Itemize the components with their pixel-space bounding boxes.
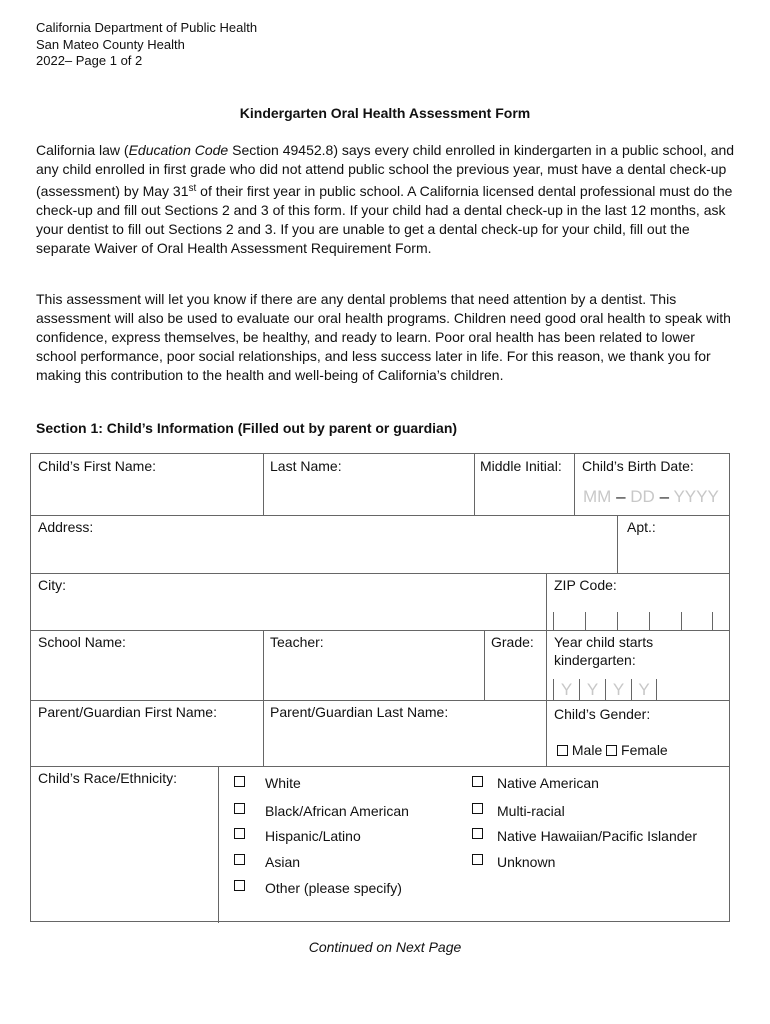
row-divider — [31, 515, 729, 516]
race-ethnicity-label: Child’s Race/Ethnicity: — [38, 770, 178, 786]
parent-first-name-label: Parent/Guardian First Name: — [38, 704, 217, 720]
col-divider — [617, 515, 618, 573]
col-divider — [263, 630, 264, 766]
asian-checkbox[interactable] — [234, 854, 245, 865]
intro-paragraph-purpose: This assessment will let you know if there are any dental problems that need attention by a dentist. This assessment will also be used to evaluate our oral health programs. Children need good oral health to speak with confidence, express themselves, be healthy, and ready to learn. Poor oral health has been related to lower school performance, poor social relationships, and less success later in life. For this reason, we thank you for making this contribution to the health and well-being of California’s children. — [36, 291, 731, 383]
col-divider — [574, 454, 575, 515]
unknown-option-label: Unknown — [497, 854, 556, 870]
parent-last-name-label: Parent/Guardian Last Name: — [270, 704, 449, 720]
row-divider — [31, 766, 729, 767]
asian-option-label: Asian — [265, 854, 301, 870]
year-digit-cell[interactable]: Y — [553, 679, 579, 700]
birth-date-label: Child’s Birth Date: — [582, 458, 694, 474]
child-info-form — [30, 453, 730, 922]
zip-digit-cell[interactable] — [585, 612, 617, 630]
year-digit-cell[interactable]: Y — [631, 679, 657, 700]
female-checkbox[interactable] — [606, 745, 617, 756]
date-separator: – — [616, 487, 626, 506]
intro-text-b: Section 49452.8) says every child enrolled in kindergarten in a public school, and any child enrolled in first grade who did not attend public school the previous year, must have a dental check-up (assessment) by May 31 — [36, 142, 735, 199]
birth-day-placeholder: DD — [630, 487, 655, 506]
year-starts-label-line1: Year child starts — [554, 634, 654, 650]
multi-racial-checkbox[interactable] — [472, 803, 483, 814]
kindergarten-year-cells[interactable] — [553, 679, 657, 700]
col-divider — [546, 630, 547, 766]
native-american-option-label: Native American — [497, 775, 599, 791]
zip-digit-cell[interactable] — [617, 612, 649, 630]
intro-text-c: of their first year in public school. A California licensed dental professional must do the check-up and fill out Sections 2 and 3 of this form. If your child had a dental check-up in the last 12 months, ask your dentist to fill out Sections 2 and 3. If you are unable to get a dental check-up for your child, fill out the separate Waiver of Oral Health Assessment Requirement Form. — [36, 183, 733, 256]
birth-date-field[interactable] — [583, 487, 719, 507]
native-hawaiian-pacific-islander-checkbox[interactable] — [472, 828, 483, 839]
white-checkbox[interactable] — [234, 776, 245, 787]
first-name-label: Child’s First Name: — [38, 458, 156, 474]
intro-paragraph-law — [36, 141, 736, 258]
unknown-checkbox[interactable] — [472, 854, 483, 865]
zip-code-cells[interactable] — [553, 612, 713, 630]
grade-label: Grade: — [491, 634, 534, 650]
date-separator: – — [659, 487, 670, 506]
other-checkbox[interactable] — [234, 880, 245, 891]
other-option-label: Other (please specify) — [265, 880, 402, 896]
col-divider — [546, 573, 547, 630]
col-divider — [218, 766, 219, 923]
header-county: San Mateo County Health — [36, 36, 185, 52]
intro-text-a: California law ( — [36, 142, 129, 158]
zip-digit-cell[interactable] — [681, 612, 713, 630]
continued-footer: Continued on Next Page — [308, 939, 462, 955]
document-header — [36, 20, 257, 70]
header-department: California Department of Public Health — [36, 20, 258, 35]
birth-year-placeholder: YYYY — [673, 487, 719, 506]
black-african-american-option-label: Black/African American — [265, 803, 409, 819]
female-label: Female — [621, 742, 668, 758]
apt-label: Apt.: — [627, 519, 656, 535]
gender-options — [557, 742, 668, 759]
white-option-label: White — [265, 775, 301, 791]
row-divider — [31, 700, 729, 701]
col-divider — [263, 454, 264, 515]
zip-code-label: ZIP Code: — [554, 577, 617, 593]
zip-digit-cell[interactable] — [649, 612, 681, 630]
year-digit-cell[interactable]: Y — [605, 679, 631, 700]
birth-month-placeholder: MM — [583, 487, 612, 506]
last-name-label: Last Name: — [270, 458, 342, 474]
row-divider — [31, 573, 729, 574]
city-label: City: — [38, 577, 66, 593]
zip-digit-cell[interactable] — [553, 612, 585, 630]
section-1-heading: Section 1: Child’s Information (Filled out by parent or guardian) — [36, 420, 458, 436]
gender-label: Child’s Gender: — [554, 706, 651, 722]
male-checkbox[interactable] — [557, 745, 568, 756]
hispanic-latino-checkbox[interactable] — [234, 828, 245, 839]
black-african-american-checkbox[interactable] — [234, 803, 245, 814]
native-hawaiian-pacific-islander-option-label: Native Hawaiian/Pacific Islander — [497, 828, 697, 844]
middle-initial-label: Middle Initial: — [480, 458, 562, 474]
superscript-st: st — [188, 183, 197, 194]
school-name-label: School Name: — [38, 634, 126, 650]
native-american-checkbox[interactable] — [472, 776, 483, 787]
col-divider — [484, 630, 485, 700]
col-divider — [474, 454, 475, 515]
row-divider — [31, 630, 729, 631]
teacher-label: Teacher: — [270, 634, 324, 650]
address-label: Address: — [38, 519, 94, 535]
multi-racial-option-label: Multi-racial — [497, 803, 565, 819]
male-label: Male — [571, 742, 603, 758]
header-page-number: 2022– Page 1 of 2 — [36, 53, 143, 68]
hispanic-latino-option-label: Hispanic/Latino — [265, 828, 361, 844]
form-title: Kindergarten Oral Health Assessment Form — [239, 105, 531, 121]
year-digit-cell[interactable]: Y — [579, 679, 605, 700]
education-code-text: Education Code — [128, 142, 229, 158]
year-starts-label-line2: kindergarten: — [554, 652, 636, 668]
